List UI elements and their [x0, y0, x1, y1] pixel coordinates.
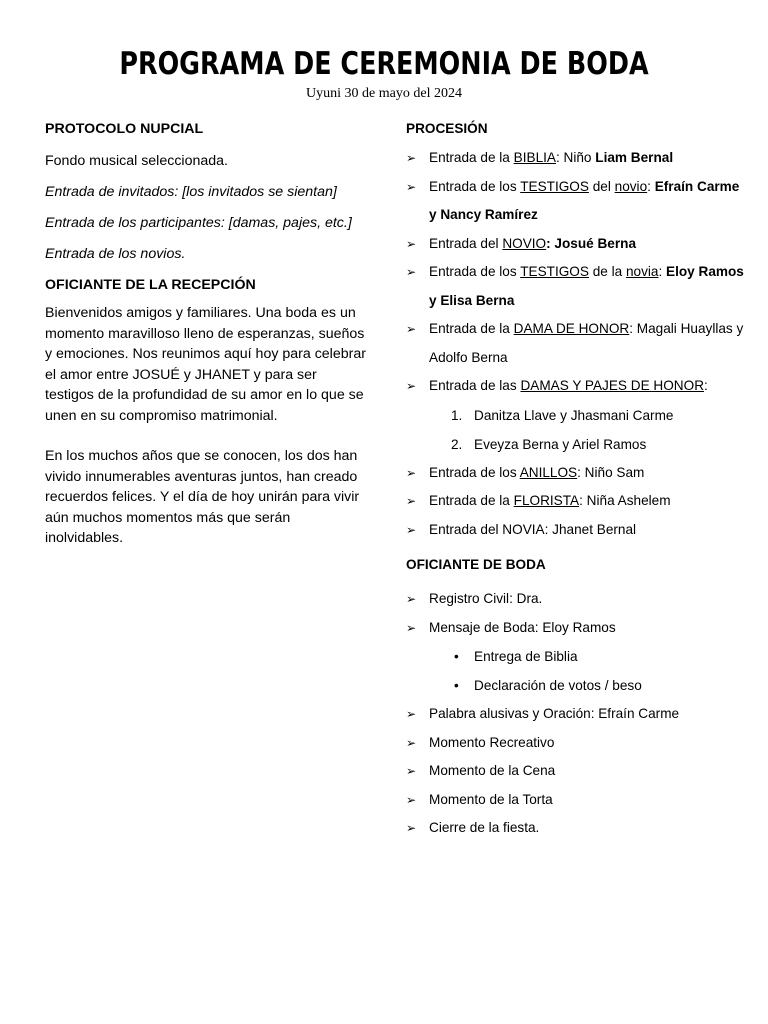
arrow-bullet-icon: ➢ — [406, 379, 417, 393]
bold-text: Eloy Ramos y Elisa Berna — [429, 264, 744, 308]
boda-item: ➢ Momento de la Cena — [406, 757, 746, 786]
procesion-item: ➢ Entrada del NOVIO: Josué Berna — [406, 230, 746, 259]
procesion-item: ➢ Entrada de los TESTIGOS del novio: Efraín Carme y Nancy Ramírez — [406, 173, 746, 230]
heading-oficiante-recepcion: OFICIANTE DE LA RECEPCIÓN — [45, 277, 256, 293]
arrow-bullet-icon: ➢ — [406, 592, 417, 606]
underlined-text: DAMA DE HONOR — [513, 321, 630, 336]
damas-list — [406, 401, 746, 459]
underlined-text: TESTIGOS — [520, 178, 589, 194]
procesion-item: ➢ Entrada de la DAMA DE HONOR: Magali Huayllas y Adolfo Berna — [406, 315, 746, 372]
heading-protocolo-nupcial: PROTOCOLO NUPCIAL — [45, 121, 204, 137]
procesion-list — [406, 144, 746, 401]
dot-bullet-icon: • — [454, 678, 459, 693]
boda-list — [406, 585, 746, 642]
underlined-text: ANILLOS — [519, 464, 578, 480]
left-column — [45, 119, 367, 569]
arrow-bullet-icon: ➢ — [406, 735, 417, 750]
damas-item: 2. Eveyza Berna y Ariel Ramos — [406, 430, 746, 459]
procesion-item: ➢ Entrada de las DAMAS Y PAJES DE HONOR: — [406, 372, 746, 401]
protocol-line-3: Entrada de los participantes: [damas, pajes, etc.] — [45, 215, 352, 231]
boda-item: ➢ Cierre de la fiesta. — [406, 814, 746, 843]
boda-list-2 — [406, 700, 746, 843]
procesion-list-2 — [406, 459, 746, 545]
boda-item: ➢ Registro Civil: Dra. — [406, 585, 746, 614]
bold-text: : Josué Berna — [546, 235, 637, 251]
arrow-bullet-icon: ➢ — [406, 620, 417, 635]
page-title: PROGRAMA DE CEREMONIA DE BODA — [119, 46, 649, 82]
arrow-bullet-icon: ➢ — [406, 236, 417, 251]
procesion-item: ➢ Entrada de los TESTIGOS de la novia: Eloy Ramos y Elisa Berna — [406, 258, 746, 315]
protocol-line-2: Entrada de invitados: [los invitados se sientan] — [45, 184, 337, 200]
underlined-text: FLORISTA — [513, 493, 580, 508]
arrow-bullet-icon: ➢ — [406, 322, 417, 336]
boda-item: ➢ Palabra alusivas y Oración: Efraín Carme — [406, 700, 746, 729]
right-column — [406, 119, 746, 843]
underlined-text: DAMAS Y PAJES DE HONOR — [520, 378, 705, 393]
underlined-text: novia — [625, 264, 659, 279]
arrow-bullet-icon: ➢ — [406, 522, 417, 537]
arrow-bullet-icon: ➢ — [406, 707, 417, 721]
list-number: 1. — [451, 407, 463, 423]
arrow-bullet-icon: ➢ — [406, 494, 417, 508]
underlined-text: TESTIGOS — [520, 264, 589, 279]
boda-sub-list — [406, 642, 746, 700]
dot-bullet-icon: • — [454, 649, 459, 664]
protocol-line-4: Entrada de los novios. — [45, 246, 186, 262]
damas-item: 1. Danitza Llave y Jhasmani Carme — [406, 401, 746, 430]
heading-procesion: PROCESIÓN — [406, 121, 488, 136]
boda-sub-item: • Declaración de votos / beso — [406, 671, 746, 700]
welcome-paragraph: Bienvenidos amigos y familiares. Una boda es un momento maravilloso lleno de esperanzas, sueños y emociones. Nos reunimos aquí hoy para celebrar el amor entre JOSUÉ y JHANET y para ser testigos de la profundidad de su amor en lo que se unen en su compromiso matrimonial. — [45, 305, 366, 424]
arrow-bullet-icon: ➢ — [406, 465, 417, 480]
bold-text: Liam Bernal — [595, 150, 674, 165]
boda-item: ➢ Momento Recreativo — [406, 729, 746, 758]
arrow-bullet-icon: ➢ — [406, 764, 417, 778]
bold-text: Efraín Carme y Nancy Ramírez — [429, 178, 740, 222]
procesion-item: ➢ Entrada del NOVIA: Jhanet Bernal — [406, 516, 746, 545]
date-subtitle: Uyuni 30 de mayo del 2024 — [306, 86, 462, 101]
arrow-bullet-icon: ➢ — [406, 179, 417, 194]
story-paragraph: En los muchos años que se conocen, los dos han vivido innumerables aventuras juntos, han creado recuerdos felices. Y el día de hoy unirán para vivir aún muchos momentos más que serán inolvidables. — [45, 448, 360, 546]
arrow-bullet-icon: ➢ — [406, 265, 417, 279]
underlined-text: NOVIO — [502, 235, 547, 251]
underlined-text: BIBLIA — [513, 150, 556, 165]
arrow-bullet-icon: ➢ — [406, 151, 417, 165]
arrow-bullet-icon: ➢ — [406, 792, 417, 807]
boda-item: ➢ Mensaje de Boda: Eloy Ramos — [406, 614, 746, 643]
procesion-item: ➢ Entrada de la FLORISTA: Niña Ashelem — [406, 487, 746, 516]
boda-sub-item: • Entrega de Biblia — [406, 642, 746, 671]
procesion-item: ➢ Entrada de los ANILLOS: Niño Sam — [406, 459, 746, 488]
arrow-bullet-icon: ➢ — [406, 821, 417, 835]
boda-item: ➢ Momento de la Torta — [406, 786, 746, 815]
heading-oficiante-boda: OFICIANTE DE BODA — [406, 557, 546, 572]
underlined-text: novio — [614, 178, 648, 194]
procesion-item: ➢ Entrada de la BIBLIA: Niño Liam Bernal — [406, 144, 746, 173]
protocol-line-1: Fondo musical seleccionada. — [45, 153, 228, 169]
list-number: 2. — [451, 436, 463, 452]
